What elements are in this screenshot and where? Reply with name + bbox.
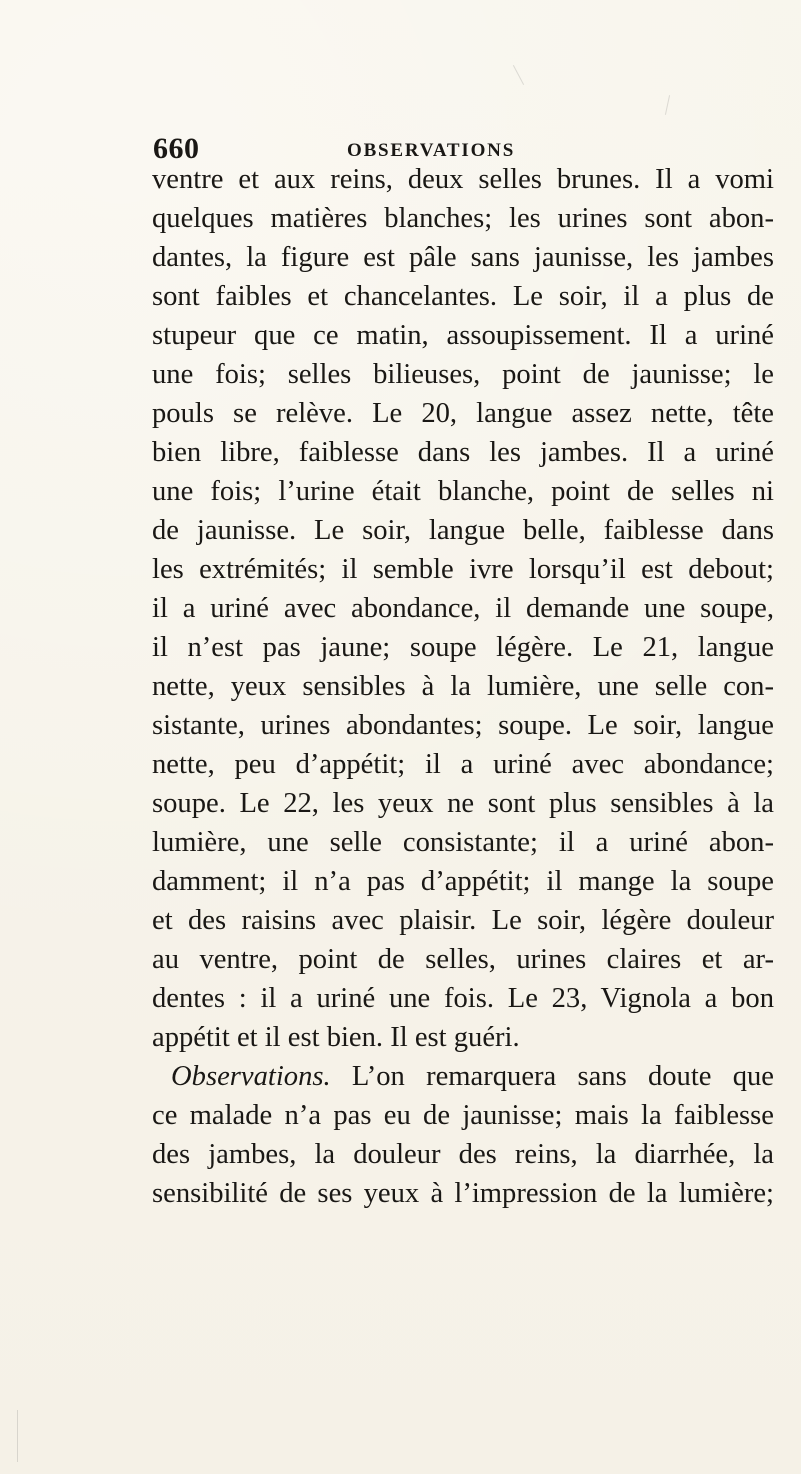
- text-line: quelques matières blanches; les urines sont abon-: [152, 203, 774, 234]
- text-line: de jaunisse. Le soir, langue belle, faiblesse dans: [152, 515, 774, 546]
- running-title: OBSERVATIONS: [347, 140, 516, 161]
- observations-lead: Observations.: [171, 1061, 331, 1092]
- text-line: sont faibles et chancelantes. Le soir, il a plus de: [152, 281, 774, 312]
- text-line: appétit et il est bien. Il est guéri.: [152, 1022, 520, 1053]
- text-line: soupe. Le 22, les yeux ne sont plus sensibles à la: [152, 788, 774, 819]
- text-line: nette, peu d’appétit; il a uriné avec abondance;: [152, 749, 774, 780]
- text-line: sensibilité de ses yeux à l’impression de la lumière;: [152, 1178, 774, 1209]
- text-line: sistante, urines abondantes; soupe. Le soir, langue: [152, 710, 774, 741]
- text-line: damment; il n’a pas d’appétit; il mange la soupe: [152, 866, 774, 897]
- text-line: ventre et aux reins, deux selles brunes. Il a vomi: [152, 164, 774, 195]
- text-line: bien libre, faiblesse dans les jambes. Il a uriné: [152, 437, 774, 468]
- text-line: il a uriné avec abondance, il demande une soupe,: [152, 593, 774, 624]
- text-line: ce malade n’a pas eu de jaunisse; mais la faiblesse: [152, 1100, 774, 1131]
- text-line: une fois; selles bilieuses, point de jaunisse; le: [152, 359, 774, 390]
- text-line: dentes : il a uriné une fois. Le 23, Vignola a bon: [152, 983, 774, 1014]
- page-number: 660: [153, 132, 200, 165]
- text-line: pouls se relève. Le 20, langue assez nette, tête: [152, 398, 774, 429]
- body-text: [152, 160, 774, 1213]
- text-line: et des raisins avec plaisir. Le soir, légère douleur: [152, 905, 774, 936]
- text-line: des jambes, la douleur des reins, la diarrhée, la: [152, 1139, 774, 1170]
- text-line: il n’est pas jaune; soupe légère. Le 21, langue: [152, 632, 774, 663]
- observations-first-line-text: L’on remarquera sans doute que: [351, 1061, 774, 1092]
- text-line: nette, yeux sensibles à la lumière, une selle con-: [152, 671, 774, 702]
- observations-first-line: [152, 1057, 774, 1096]
- text-line: dantes, la figure est pâle sans jaunisse, les jambes: [152, 242, 774, 273]
- paper-scratch: [513, 65, 524, 85]
- text-line: au ventre, point de selles, urines claires et ar-: [152, 944, 774, 975]
- text-line: lumière, une selle consistante; il a uriné abon-: [152, 827, 774, 858]
- paper-scratch: [17, 1410, 18, 1462]
- paper-scratch: [665, 95, 670, 115]
- text-line: une fois; l’urine était blanche, point de selles ni: [152, 476, 774, 507]
- text-line: les extrémités; il semble ivre lorsqu’il est debout;: [152, 554, 774, 585]
- text-line: stupeur que ce matin, assoupissement. Il a uriné: [152, 320, 774, 351]
